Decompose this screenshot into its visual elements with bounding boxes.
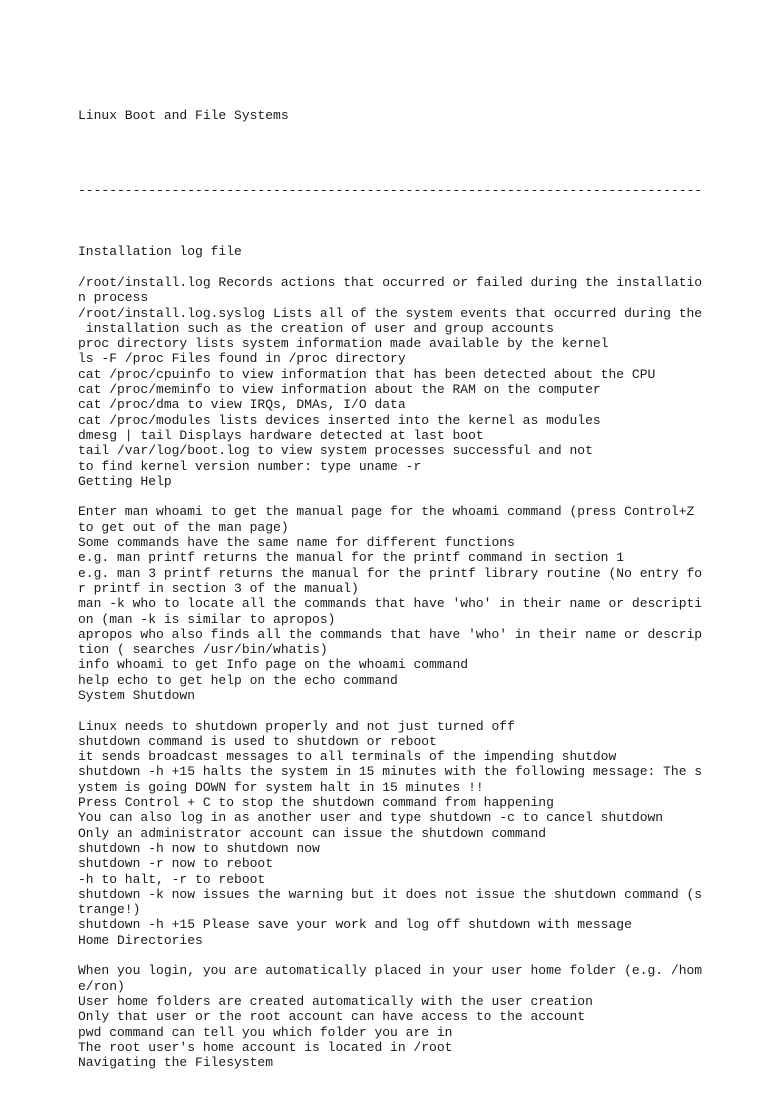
- text-line: System Shutdown: [78, 687, 196, 703]
- text-lines: [78, 244, 758, 1070]
- text-line: trange!): [78, 902, 141, 918]
- text-line: Home Directories: [78, 932, 203, 948]
- text-line: cat /proc/modules lists devices inserted into the kernel as modules: [78, 412, 601, 428]
- text-line: Enter man whoami to get the manual page for the whoami command (press Control+Z: [78, 504, 695, 520]
- text-line: tail /var/log/boot.log to view system processes successful and not: [78, 443, 593, 459]
- text-line: When you login, you are automatically placed in your user home folder (e.g. /hom: [78, 963, 703, 979]
- text-line: shutdown -h now to shutdown now: [78, 840, 320, 856]
- text-line: tion ( searches /usr/bin/whatis): [78, 642, 328, 658]
- text-line: Only an administrator account can issue the shutdown command: [78, 825, 547, 841]
- text-line: cat /proc/cpuinfo to view information that has been detected about the CPU: [78, 366, 656, 382]
- text-line: User home folders are created automatically with the user creation: [78, 993, 593, 1009]
- text-line: Installation log file: [78, 244, 242, 260]
- text-line: shutdown -h +15 halts the system in 15 minutes with the following message: The s: [78, 764, 703, 780]
- text-line: info whoami to get Info page on the whoami command: [78, 657, 469, 673]
- text-line: help echo to get help on the echo command: [78, 672, 398, 688]
- text-line: Linux needs to shutdown properly and not just turned off: [78, 718, 515, 734]
- text-line: on (man -k is similar to apropos): [78, 611, 336, 627]
- text-line: apropos who also finds all the commands that have 'who' in their name or descrip: [78, 626, 703, 642]
- text-line: dmesg | tail Displays hardware detected at last boot: [78, 427, 484, 443]
- text-line: it sends broadcast messages to all terminals of the impending shutdow: [78, 749, 617, 765]
- text-line: You can also log in as another user and type shutdown -c to cancel shutdown: [78, 810, 664, 826]
- text-line: [78, 948, 758, 963]
- text-line: r printf in section 3 of the manual): [78, 580, 359, 596]
- text-line: e/ron): [78, 978, 125, 994]
- text-line: /root/install.log Records actions that occurred or failed during the installatio: [78, 274, 703, 290]
- text-line: shutdown -k now issues the warning but it does not issue the shutdown command (s: [78, 886, 703, 902]
- text-line: shutdown command is used to shutdown or reboot: [78, 733, 437, 749]
- text-line: cat /proc/meminfo to view information about the RAM on the computer: [78, 382, 601, 398]
- document-title: Linux Boot and File Systems: [78, 107, 289, 123]
- text-line: e.g. man printf returns the manual for the printf command in section 1: [78, 550, 625, 566]
- text-line: The root user's home account is located in /root: [78, 1039, 453, 1055]
- text-line: Some commands have the same name for different functions: [78, 535, 515, 551]
- text-line: installation such as the creation of user and group accounts: [78, 320, 554, 336]
- text-line: cat /proc/dma to view IRQs, DMAs, I/O data: [78, 397, 406, 413]
- horizontal-rule: --------------------------------------------------------------------------------: [78, 183, 703, 199]
- text-line: Getting Help: [78, 473, 172, 489]
- text-line: n process: [78, 290, 149, 306]
- text-line: /root/install.log.syslog Lists all of the system events that occurred during the: [78, 305, 703, 321]
- text-line: Only that user or the root account can have access to the account: [78, 1009, 586, 1025]
- text-line: pwd command can tell you which folder you are in: [78, 1024, 453, 1040]
- text-line: Press Control + C to stop the shutdown command from happening: [78, 795, 554, 811]
- text-line: [78, 260, 758, 275]
- text-line: shutdown -r now to reboot: [78, 856, 274, 872]
- text-line: man -k who to locate all the commands that have 'who' in their name or descripti: [78, 596, 703, 612]
- text-line: shutdown -h +15 Please save your work and log off shutdown with message: [78, 917, 632, 933]
- text-line: ystem is going DOWN for system halt in 15 minutes !!: [78, 779, 484, 795]
- text-line: proc directory lists system information made available by the kernel: [78, 336, 609, 352]
- text-line: -h to halt, -r to reboot: [78, 871, 266, 887]
- text-line: Navigating the Filesystem: [78, 1055, 274, 1071]
- text-line: to find kernel version number: type uname -r: [78, 458, 422, 474]
- text-line: [78, 703, 758, 718]
- text-line: e.g. man 3 printf returns the manual for the printf library routine (No entry fo: [78, 565, 703, 581]
- text-line: ls -F /proc Files found in /proc directory: [78, 351, 406, 367]
- document-body: [78, 77, 758, 1101]
- text-line: to get out of the man page): [78, 519, 289, 535]
- text-line: [78, 489, 758, 504]
